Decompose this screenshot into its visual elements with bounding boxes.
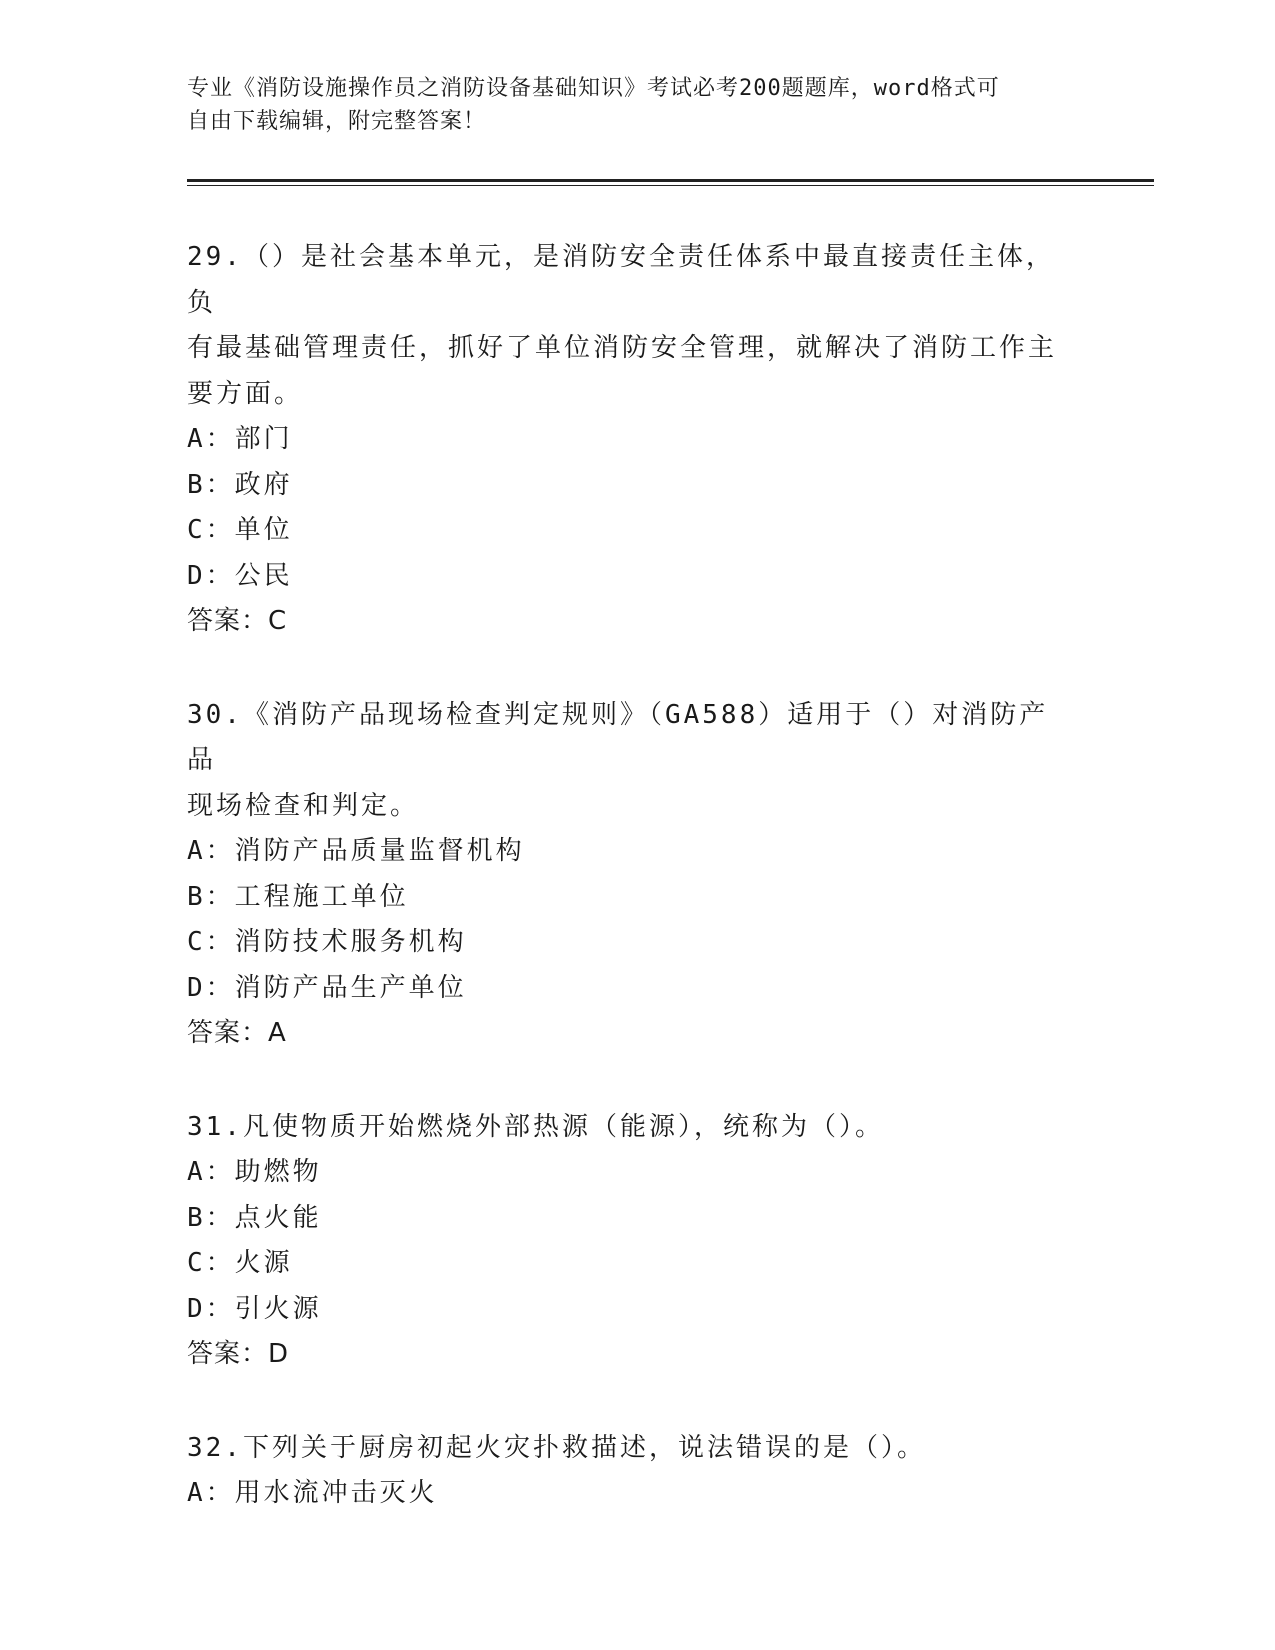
answer: 答案：C: [187, 606, 288, 636]
question-30: [187, 693, 1077, 1057]
option-b: B：点火能: [187, 1202, 322, 1233]
header-divider-thick: [187, 179, 1154, 182]
question-stem-line: 30.《消防产品现场检查判定规则》（GA588）适用于（）对消防产品: [187, 699, 1049, 775]
option-c: C：消防技术服务机构: [187, 927, 467, 957]
answer: 答案：D: [187, 1339, 290, 1369]
option-b: B：工程施工单位: [187, 881, 409, 912]
question-list: [187, 235, 1077, 1565]
header-line-2: 自由下载编辑，附完整答案！: [187, 109, 487, 134]
option-a: A：助燃物: [187, 1157, 322, 1187]
option-b: B：政府: [187, 469, 293, 500]
question-stem-line: 29.（）是社会基本单元，是消防安全责任体系中最直接责任主体，负: [187, 242, 1055, 318]
header-line-1: 专业《消防设施操作员之消防设备基础知识》考试必考200题题库，word格式可: [187, 76, 1000, 101]
document-header: [187, 72, 1067, 138]
option-d: D：引火源: [187, 1293, 322, 1324]
question-stem-line: 有最基础管理责任，抓好了单位消防安全管理，就解决了消防工作主: [187, 333, 1058, 363]
question-stem-line: 31.凡使物质开始燃烧外部热源（能源），统称为（）。: [187, 1111, 884, 1142]
question-stem-line: 现场检查和判定。: [187, 790, 420, 821]
question-32: [187, 1426, 1077, 1517]
header-divider-thin: [187, 185, 1154, 186]
answer: 答案：A: [187, 1018, 287, 1048]
option-a: A：部门: [187, 424, 293, 454]
question-31: [187, 1105, 1077, 1378]
option-d: D：公民: [187, 560, 293, 591]
option-a: A：消防产品质量监督机构: [187, 836, 525, 866]
option-a: A：用水流冲击灭火: [187, 1478, 438, 1508]
question-stem-line: 要方面。: [187, 378, 304, 409]
option-c: C：单位: [187, 515, 293, 545]
question-stem-line: 32.下列关于厨房初起火灾扑救描述，说法错误的是（）。: [187, 1432, 926, 1463]
option-c: C：火源: [187, 1248, 293, 1278]
question-29: [187, 235, 1077, 645]
option-d: D：消防产品生产单位: [187, 972, 467, 1003]
